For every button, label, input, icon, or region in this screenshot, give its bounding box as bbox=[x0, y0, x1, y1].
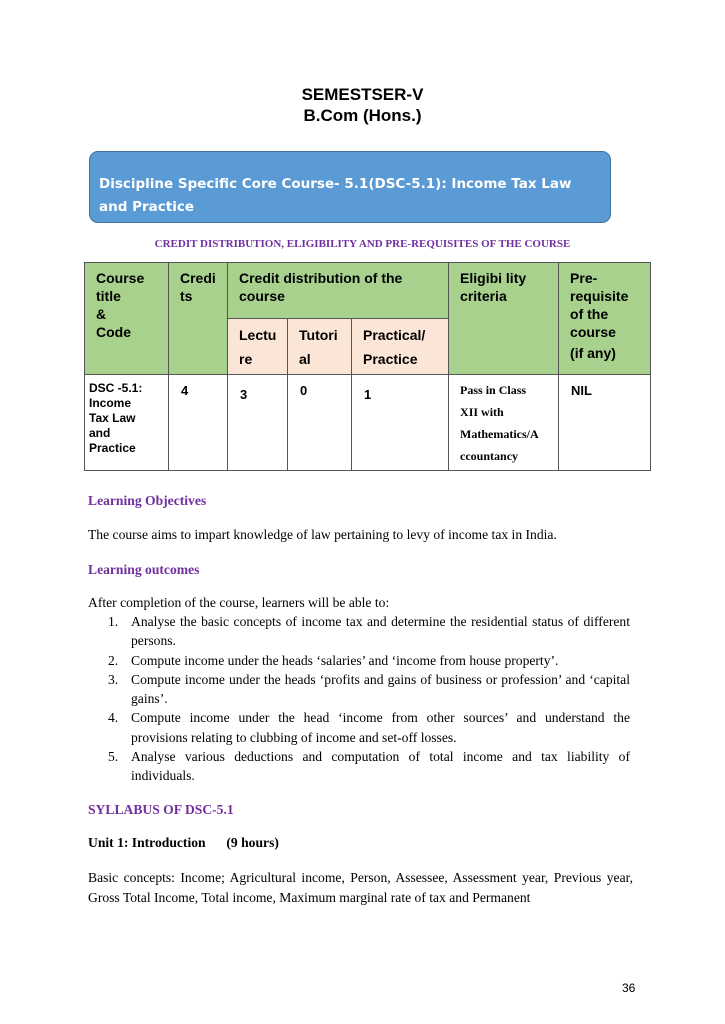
program-title: B.Com (Hons.) bbox=[303, 106, 422, 125]
learning-outcomes-list bbox=[108, 612, 630, 786]
list-item-number: 5. bbox=[108, 749, 119, 765]
header-credit-distribution: Credit distribution of the course bbox=[228, 263, 449, 319]
header-prerequisite-note: (if any) bbox=[570, 345, 616, 361]
subheader-tutorial: Tutori al bbox=[288, 319, 352, 375]
credit-distribution-table bbox=[84, 262, 651, 471]
list-item bbox=[108, 670, 630, 709]
list-item bbox=[108, 747, 630, 786]
learning-outcomes-heading: Learning outcomes bbox=[88, 562, 200, 577]
header-eligibility: Eligibi lity criteria bbox=[449, 263, 559, 375]
header-prerequisite bbox=[559, 263, 651, 375]
unit1-hours: (9 hours) bbox=[226, 835, 279, 850]
unit1-text: Basic concepts: Income; Agricultural income, Person, Assessee, Assessment year, Previous year, Gross Total Income, Total income, Maximum marginal rate of tax and Permanent bbox=[88, 870, 633, 905]
credit-section-heading: CREDIT DISTRIBUTION, ELIGIBILITY AND PRE-REQUISITES OF THE COURSE bbox=[154, 238, 571, 250]
course-title-banner bbox=[89, 151, 611, 223]
list-item-text: Compute income under the heads ‘salaries’ and ‘income from house property’. bbox=[131, 652, 559, 668]
list-item-text: Compute income under the head ‘income from other sources’ and understand the provisions relating to clubbing of income and set-off losses. bbox=[131, 710, 630, 745]
page-number: 36 bbox=[622, 981, 636, 995]
list-item bbox=[108, 612, 630, 651]
header-credits: Credi ts bbox=[169, 263, 228, 375]
subheader-practical: Practical/ Practice bbox=[352, 319, 449, 375]
list-item-number: 2. bbox=[108, 652, 119, 668]
cell-lecture: 3 bbox=[228, 375, 288, 471]
list-item-text: Compute income under the heads ‘profits and gains of business or profession’ and ‘capital gains’. bbox=[131, 671, 630, 707]
list-item-number: 1. bbox=[108, 614, 119, 629]
cell-tutorial: 0 bbox=[288, 375, 352, 471]
list-item bbox=[108, 651, 630, 670]
cell-practical: 1 bbox=[352, 375, 449, 471]
list-item-text: Analyse various deductions and computation of total income and tax liability of individuals. bbox=[131, 749, 630, 784]
course-title-text: Discipline Specific Core Course- 5.1(DSC-5.1): Income Tax Law and Practice bbox=[99, 176, 572, 215]
subheader-lecture: Lectu re bbox=[228, 319, 288, 375]
unit1-heading bbox=[88, 835, 279, 851]
learning-outcomes-intro: After completion of the course, learners will be able to: bbox=[88, 595, 390, 610]
cell-credits: 4 bbox=[169, 375, 228, 471]
list-item bbox=[108, 708, 630, 747]
learning-objectives-text: The course aims to impart knowledge of law pertaining to levy of income tax in India. bbox=[88, 527, 557, 542]
semester-title: SEMESTSER-V bbox=[301, 85, 424, 104]
header-course-title-code: Course title & Code bbox=[85, 263, 169, 375]
header-prerequisite-label: Pre-requisite of the course bbox=[570, 270, 629, 340]
learning-objectives-heading: Learning Objectives bbox=[88, 493, 207, 508]
list-item-number: 4. bbox=[108, 710, 119, 726]
unit1-title: Unit 1: Introduction bbox=[88, 835, 206, 850]
list-item-text: Analyse the basic concepts of income tax and determine the residential status of different persons. bbox=[131, 614, 630, 649]
cell-course-code: DSC -5.1: Income Tax Law and Practice bbox=[85, 375, 169, 471]
list-item-number: 3. bbox=[108, 671, 119, 687]
cell-prerequisite: NIL bbox=[559, 375, 651, 471]
syllabus-heading: SYLLABUS OF DSC-5.1 bbox=[88, 802, 234, 817]
cell-eligibility: Pass in Class XII with Mathematics/A ccountancy bbox=[449, 375, 559, 471]
